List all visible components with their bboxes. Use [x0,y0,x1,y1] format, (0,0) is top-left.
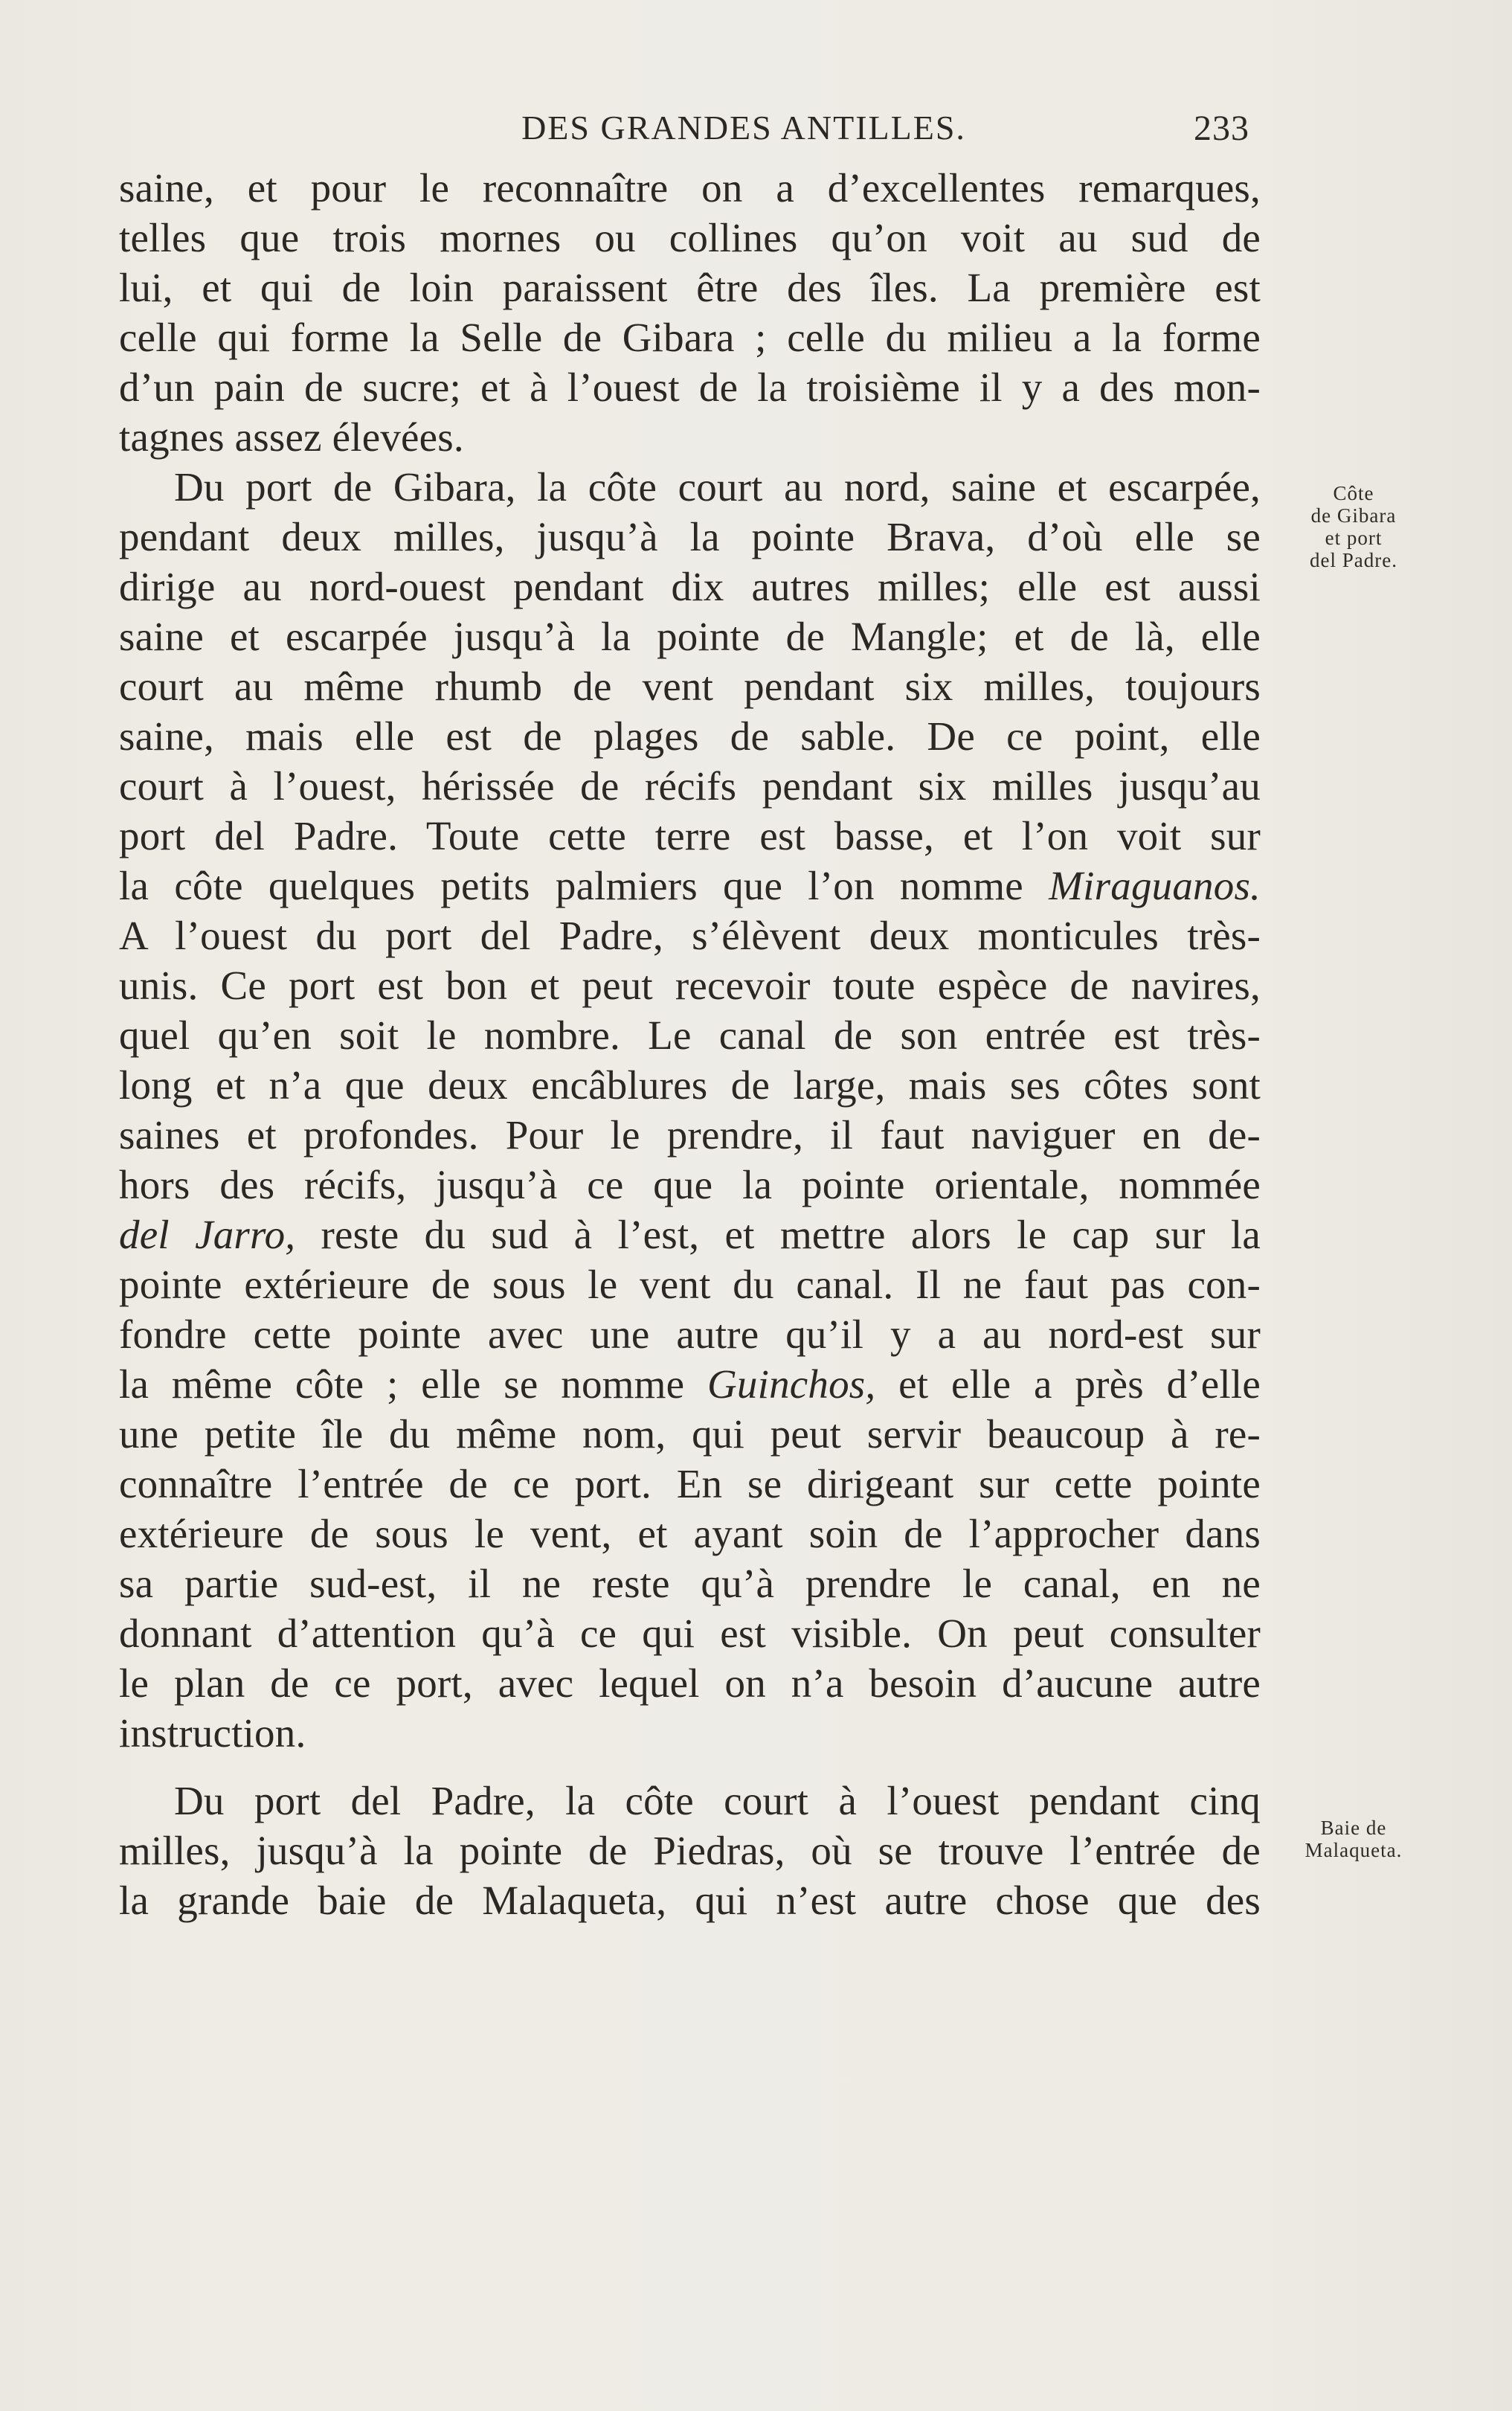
paragraph-3-line: milles, jusqu’à la pointe de Piedras, où se trouve l’entrée de [119,1828,1261,1873]
paragraph-3-line: la grande baie de Malaqueta, qui n’est autre chose que des [119,1878,1261,1923]
paragraph-2-line: saines et profondes. Pour le prendre, il faut naviguer en de- [119,1112,1261,1158]
running-head: DES GRANDES ANTILLES. [521,109,966,147]
paragraph-2-line: pendant deux milles, jusqu’à la pointe Brava, d’où elle se [119,514,1261,559]
paragraph-2-line: fondre cette pointe avec une autre qu’il y a au nord-est sur [119,1312,1261,1357]
paragraph-2-line: long et n’a que deux encâblures de large, mais ses côtes sont [119,1062,1261,1108]
paragraph-2-line: court au même rhumb de vent pendant six milles, toujours [119,664,1261,709]
paragraph-2-line: court à l’ouest, hérissée de récifs pendant six milles jusqu’au [119,763,1261,809]
margin-note-malaqueta [1275,1817,1432,1861]
paragraph-1-line: lui, et qui de loin paraissent être des îles. La première est [119,265,1261,310]
paragraph-2-line: connaître l’entrée de ce port. En se dirigeant sur cette pointe [119,1461,1261,1506]
paragraph-2-line: une petite île du même nom, qui peut servir beaucoup à re- [119,1411,1261,1457]
paragraph-2-line: hors des récifs, jusqu’à ce que la pointe orientale, nommée [119,1162,1261,1207]
paragraph-1-line: celle qui forme la Selle de Gibara ; celle du milieu a la forme [119,315,1261,360]
margin-note-line: de Gibara [1310,504,1397,527]
paragraph-3-line: Du port del Padre, la côte court à l’ouest pendant cinq [174,1778,1261,1823]
main-text [119,163,1261,1925]
line-text: la même côte ; elle se nomme [119,1361,707,1407]
paragraph-2-line: saine et escarpée jusqu’à la pointe de Mangle; et de là, elle [119,614,1261,659]
paragraph-2-line: le plan de ce port, avec lequel on n’a besoin d’aucune autre [119,1660,1261,1706]
paragraph-2-line: pointe extérieure de sous le vent du canal. Il ne faut pas con- [119,1262,1261,1307]
paragraph-2-line: A l’ouest du port del Padre, s’élèvent deux monticules très- [119,913,1261,958]
margin-note-line: et port [1325,527,1383,549]
paragraph-2-line [119,1359,1261,1409]
margin-note-line: Malaqueta. [1304,1839,1403,1861]
paragraph-2-line: extérieure de sous le vent, et ayant soin de l’approcher dans [119,1511,1261,1556]
paragraph-3 [119,1776,1261,1925]
paragraph-2-line [119,861,1261,911]
paragraph-2-line: donnant d’attention qu’à ce qui est visible. On peut consulter [119,1611,1261,1656]
margin-note-line: Côte [1333,482,1374,504]
italic-term: Guinchos, [707,1361,876,1407]
paragraph-2 [119,462,1261,1758]
paragraph-1-line: d’un pain de sucre; et à l’ouest de la troisième il y a des mon- [119,365,1261,410]
paragraph-1-line: tagnes assez élevées. [119,414,464,460]
paragraph-gap [119,1758,1261,1776]
paragraph-1 [119,163,1261,462]
paragraph-2-line: dirige au nord-ouest pendant dix autres milles; elle est aussi [119,564,1261,609]
italic-term: Miraguanos. [1049,863,1261,908]
paragraph-1-line: saine, et pour le reconnaître on a d’excellentes remarques, [119,165,1261,211]
margin-note-line: Baie de [1320,1817,1387,1839]
paragraph-2-line: quel qu’en soit le nombre. Le canal de son entrée est très- [119,1012,1261,1058]
paragraph-2-line: Du port de Gibara, la côte court au nord, saine et escarpée, [174,464,1261,510]
line-text: reste du sud à l’est, et mettre alors le cap sur la [295,1212,1261,1257]
paragraph-2-line: sa partie sud-est, il ne reste qu’à prendre le canal, en ne [119,1561,1261,1606]
margin-note-gibara [1275,482,1432,571]
margin-note-line: del Padre. [1310,549,1397,571]
paragraph-2-line: instruction. [119,1710,306,1756]
paragraph-2-line: saine, mais elle est de plages de sable. De ce point, elle [119,713,1261,759]
paragraph-2-line [119,1210,1261,1259]
page-number: 233 [1194,109,1249,148]
paragraph-1-line: telles que trois mornes ou collines qu’on voit au sud de [119,215,1261,260]
line-text: la côte quelques petits palmiers que l’on nomme [119,863,1049,908]
paragraph-2-line: port del Padre. Toute cette terre est basse, et l’on voit sur [119,813,1261,858]
italic-term: del Jarro, [119,1212,296,1257]
paragraph-2-line: unis. Ce port est bon et peut recevoir toute espèce de navires, [119,963,1261,1008]
line-text: et elle a près d’elle [875,1361,1261,1407]
page-header [119,108,1264,161]
